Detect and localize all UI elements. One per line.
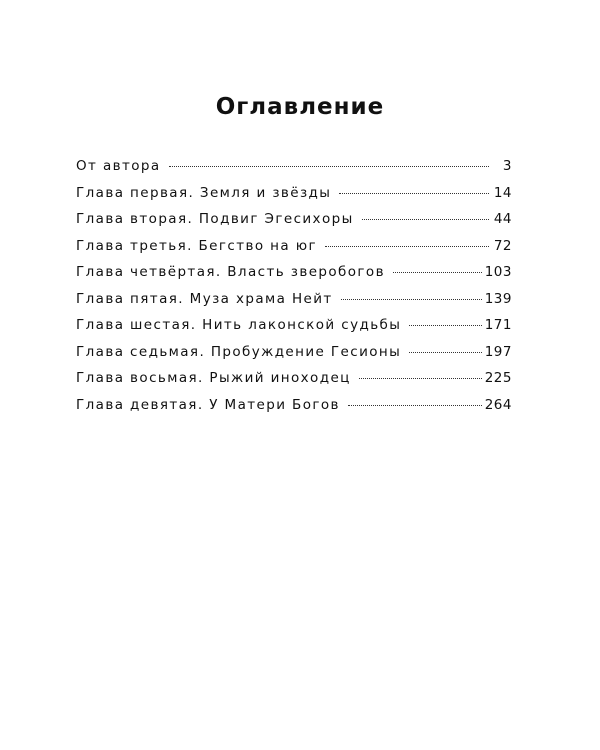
toc-entry-title: Глава вторая. Подвиг Эгесихоры [76,211,354,227]
dot-leader [362,219,489,220]
dot-leader [359,378,482,379]
dot-leader [339,193,489,194]
toc-entry-page: 44 [493,211,512,227]
dot-leader [341,299,482,300]
toc-entry-title: Глава девятая. У Матери Богов [76,396,340,413]
toc-entry-page: 14 [493,184,512,201]
toc-entry[interactable] [76,344,512,371]
toc-entry[interactable] [76,211,512,238]
toc-entry[interactable] [76,185,512,212]
toc-entry-title: Глава первая. Земля и звёзды [76,184,332,201]
toc-entry-page: 139 [484,290,512,307]
toc-entry[interactable] [76,264,512,291]
toc-entry[interactable] [76,317,512,344]
dot-leader [348,405,482,406]
table-of-contents [76,158,512,423]
toc-entry[interactable] [76,158,512,185]
dot-leader [169,166,489,167]
toc-entry-title: Глава восьмая. Рыжий иноходец [76,370,351,386]
toc-entry-title: Глава четвёртая. Власть зверобогов [76,264,385,280]
toc-entry-title: Глава шестая. Нить лаконской судьбы [76,317,402,333]
dot-leader [409,325,481,326]
page-title: Оглавление [215,94,385,120]
toc-entry[interactable] [76,370,512,397]
toc-entry-title: Глава пятая. Муза храма Нейт [76,290,333,307]
toc-entry-page: 103 [484,264,512,280]
toc-entry[interactable] [76,291,512,318]
toc-entry-page: 171 [484,317,512,333]
toc-entry-page: 72 [493,237,512,254]
toc-entry-page: 225 [484,370,512,386]
toc-entry-page: 264 [484,396,512,413]
dot-leader [325,246,489,247]
toc-entry-title: Глава седьмая. Пробуждение Гесионы [76,343,402,360]
toc-entry-page: 197 [484,343,512,360]
toc-entry-title: От автора [76,158,161,174]
toc-entry[interactable] [76,238,512,265]
toc-entry-title: Глава третья. Бегство на юг [76,237,318,254]
dot-leader [393,272,482,273]
toc-entry-page: 3 [502,158,512,174]
dot-leader [409,352,482,353]
toc-entry[interactable] [76,397,512,424]
